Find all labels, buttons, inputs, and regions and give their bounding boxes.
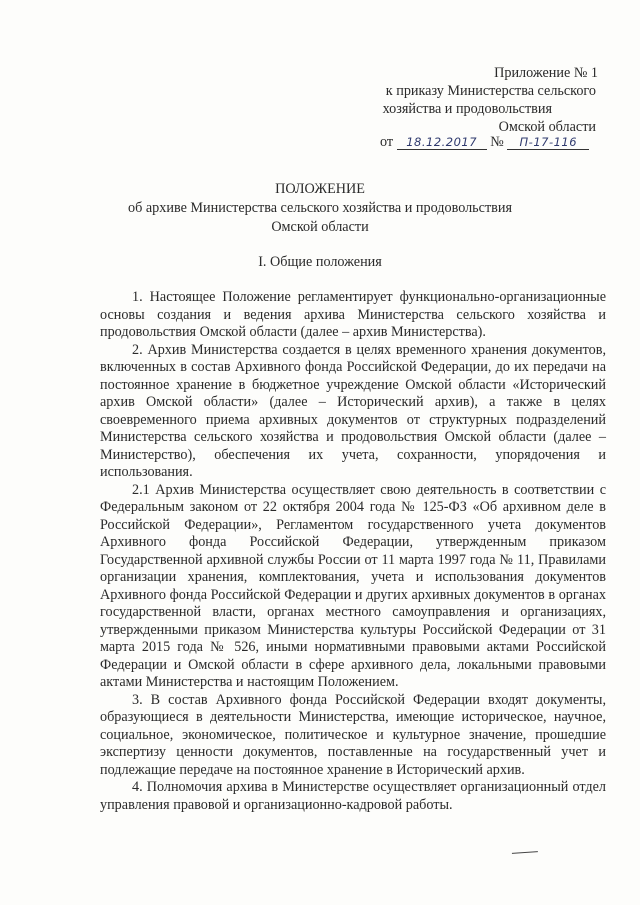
number-label: № [490,134,504,150]
from-label: от [380,134,394,150]
handwritten-number: П-17-116 [507,135,589,150]
document-subtitle-region: Омской области [271,219,369,235]
paragraph-3: 3. В состав Архивного фонда Российской Федерации входят документы, образующиеся в деятельности Министерства, имеющие историческое, научное, социальное, экономическое, политическое и культурное значение, прошедшие экспертизу ценности документов, поставленные на государственный учет и подлежащие передаче на постоянное хранение в Исторический архив. [100,691,606,778]
paragraph-1: 1. Настоящее Положение регламентирует функционально-организационные основы создания и ведения архива Министерства сельского хозяйства и продовольствия Омской области (далее – архив Министерства). [100,289,606,340]
paragraph-2-1: 2.1 Архив Министерства осуществляет свою деятельность в соответствии с Федеральным законом от 22 октября 2004 года № 125-ФЗ «Об архивном деле в Российской Федерации», Регламентом государственного учета документов Архивного фонда Российской Федерации, утвержденным приказом Государственной архивной службы России от 11 марта 1997 года № 11, Правилами организации хранения, комплектования, учета и использования документов Архивного фонда Российской Федерации и других архивных документов в органах государственной власти, органах местного самоуправления и организациях, утвержденными приказом Министерства культуры Российской Федерации от 31 марта 2015 года № 526, иными нормативными правовыми актами Российской Федерации и Омской области в сфере архивного дела, локальными правовыми актами Министерства и настоящим Положением. [100,481,606,690]
document-subtitle: об архиве Министерства сельского хозяйства и продовольствия [128,200,512,216]
appendix-title: Приложение № 1 [494,65,598,81]
paragraph-4: 4. Полномочия архива в Министерстве осуществляет организационный отдел управления правовой и организационно-кадровой работы. [100,779,606,813]
paragraph-2: 2. Архив Министерства создается в целях временного хранения документов, включенных в состав Архивного фонда Российской Федерации, до их передачи на постоянное хранение в бюджетное учреждение Омской области «Исторический архив Омской области» (далее – Исторический архив), а также в целях своевременного приема архивных документов от структурных подразделений Министерства сельского хозяйства и продовольствия Омской области (далее – Министерство), обеспечения их учета, сохранности, упорядочения и использования. [100,341,606,480]
order-reference: к приказу Министерства сельского [385,83,596,99]
appendix-block [383,64,598,136]
document-title: ПОЛОЖЕНИЕ [275,181,365,197]
ministry-line: хозяйства и продовольствия [382,101,552,117]
pen-mark [512,851,538,857]
section-heading: I. Общие положения [258,254,382,270]
order-date-number [380,134,589,151]
handwritten-date: 18.12.2017 [397,135,487,150]
document-body [100,289,606,814]
region-line: Омской области [498,119,596,135]
